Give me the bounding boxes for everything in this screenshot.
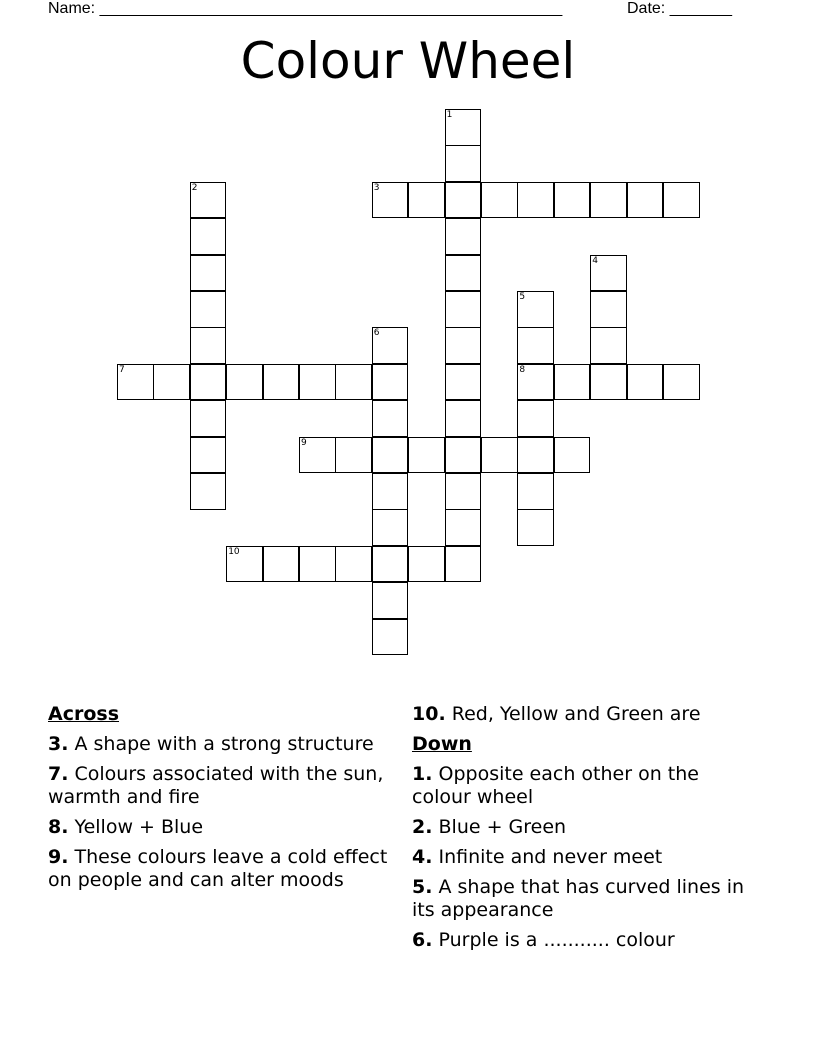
date-field-label: Date: _______ [627, 0, 732, 17]
crossword-cell[interactable] [335, 546, 372, 583]
clue-number: 3. [48, 733, 69, 755]
crossword-cell[interactable] [190, 437, 227, 474]
clue-number-label: 3 [373, 182, 380, 193]
clue-number: 7. [48, 763, 69, 785]
clue-text: Colours associated with the sun, warmth and fire [48, 763, 384, 808]
crossword-cell[interactable] [481, 182, 518, 219]
crossword-cell[interactable] [445, 364, 482, 401]
clue-number-label: 9 [301, 437, 307, 448]
crossword-cell[interactable] [335, 437, 372, 474]
crossword-cell[interactable] [517, 509, 554, 546]
crossword-cell[interactable] [590, 327, 627, 364]
clue-number: 1. [412, 763, 433, 785]
clues-column-right [412, 703, 752, 959]
clue-number: 6. [412, 929, 433, 951]
crossword-cell[interactable] [445, 182, 482, 219]
crossword-cell[interactable] [445, 218, 482, 255]
crossword-cell[interactable] [372, 619, 409, 656]
crossword-cell[interactable] [408, 182, 445, 219]
crossword-cell[interactable] [372, 546, 409, 583]
crossword-cell[interactable] [372, 364, 409, 401]
clue-number-label: 6 [373, 328, 380, 339]
clue-text: Opposite each other on the colour wheel [412, 763, 699, 808]
clue-number-label: 7 [119, 364, 125, 375]
crossword-cell[interactable] [190, 291, 227, 328]
crossword-cell[interactable] [445, 400, 482, 437]
crossword-cell[interactable] [445, 109, 482, 146]
crossword-cell[interactable] [517, 327, 554, 364]
crossword-cell[interactable] [372, 182, 409, 219]
crossword-cell[interactable] [517, 437, 554, 474]
clue-text: These colours leave a cold effect on people and can alter moods [48, 846, 388, 891]
clue-down-5 [412, 876, 752, 922]
down-heading: Down [412, 733, 472, 755]
crossword-cell[interactable] [226, 364, 263, 401]
clue-down-1 [412, 763, 752, 809]
crossword-cell[interactable] [335, 364, 372, 401]
clue-text: Blue + Green [438, 816, 567, 838]
page-title: Colour Wheel [240, 32, 576, 90]
name-field-label: Name: ____________________________________________________ [48, 0, 563, 17]
crossword-cell[interactable] [517, 364, 554, 401]
crossword-cell[interactable] [590, 291, 627, 328]
clue-number: 9. [48, 846, 69, 868]
crossword-cell[interactable] [372, 473, 409, 510]
crossword-cell[interactable] [445, 327, 482, 364]
crossword-cell[interactable] [190, 255, 227, 292]
crossword-cell[interactable] [190, 364, 227, 401]
crossword-cell[interactable] [190, 473, 227, 510]
crossword-cell[interactable] [517, 473, 554, 510]
clue-across-3 [48, 733, 388, 756]
crossword-cell[interactable] [627, 364, 664, 401]
clue-number: 8. [48, 816, 69, 838]
crossword-cell[interactable] [372, 327, 409, 364]
crossword-cell[interactable] [226, 546, 263, 583]
clue-number-label: 8 [519, 364, 526, 375]
crossword-cell[interactable] [590, 182, 627, 219]
clue-text: Red, Yellow and Green are [451, 703, 701, 725]
crossword-cell[interactable] [481, 437, 518, 474]
clue-number-label: 4 [592, 255, 598, 266]
crossword-cell[interactable] [517, 400, 554, 437]
clue-text: Purple is a ........... colour [438, 929, 675, 951]
clue-number: 10. [412, 703, 446, 725]
clue-across-10 [412, 703, 752, 726]
clue-down-4 [412, 846, 752, 869]
clue-number: 4. [412, 846, 433, 868]
clue-text: A shape that has curved lines in its appearance [412, 876, 745, 921]
crossword-cell[interactable] [590, 255, 627, 292]
clue-number-label: 5 [519, 292, 526, 302]
crossword-cell[interactable] [445, 291, 482, 328]
clues-column-left [48, 703, 388, 899]
crossword-cell[interactable] [627, 182, 664, 219]
clue-number-label: 2 [191, 182, 198, 193]
crossword-cell[interactable] [554, 364, 591, 401]
crossword-cell[interactable] [372, 437, 409, 474]
crossword-cell[interactable] [408, 437, 445, 474]
clue-across-7 [48, 763, 388, 809]
crossword-cell[interactable] [372, 400, 409, 437]
crossword-cell[interactable] [190, 327, 227, 364]
crossword-cell[interactable] [190, 218, 227, 255]
crossword-cell[interactable] [445, 546, 482, 583]
crossword-cell[interactable] [372, 582, 409, 619]
crossword-cell[interactable] [190, 182, 227, 219]
clue-text: Yellow + Blue [74, 816, 204, 838]
clue-number-label: 10 [228, 546, 240, 557]
crossword-cell[interactable] [445, 509, 482, 546]
crossword-cell[interactable] [517, 182, 554, 219]
crossword-cell[interactable] [445, 473, 482, 510]
crossword-cell[interactable] [445, 255, 482, 292]
crossword-cell[interactable] [299, 546, 336, 583]
clue-number-label: 1 [446, 110, 453, 120]
clue-across-9 [48, 846, 388, 892]
crossword-cell[interactable] [554, 437, 591, 474]
crossword-cell[interactable] [517, 291, 554, 328]
clue-number: 2. [412, 816, 433, 838]
crossword-cell[interactable] [299, 437, 336, 474]
crossword-cell[interactable] [372, 509, 409, 546]
clue-number: 5. [412, 876, 433, 898]
crossword-cell[interactable] [263, 546, 300, 583]
clue-across-8 [48, 816, 388, 839]
clue-text: Infinite and never meet [438, 846, 663, 868]
clue-down-6 [412, 929, 752, 952]
crossword-cell[interactable] [445, 145, 482, 182]
crossword-cell[interactable] [263, 364, 300, 401]
clue-down-2 [412, 816, 752, 839]
crossword-cell[interactable] [590, 364, 627, 401]
crossword-cell[interactable] [554, 182, 591, 219]
clue-text: A shape with a strong structure [74, 733, 374, 755]
crossword-cell[interactable] [663, 182, 700, 219]
crossword-cell[interactable] [153, 364, 190, 401]
crossword-cell[interactable] [190, 400, 227, 437]
across-heading: Across [48, 703, 120, 725]
crossword-cell[interactable] [445, 437, 482, 474]
crossword-cell[interactable] [408, 546, 445, 583]
crossword-cell[interactable] [299, 364, 336, 401]
crossword-cell[interactable] [663, 364, 700, 401]
crossword-cell[interactable] [117, 364, 154, 401]
